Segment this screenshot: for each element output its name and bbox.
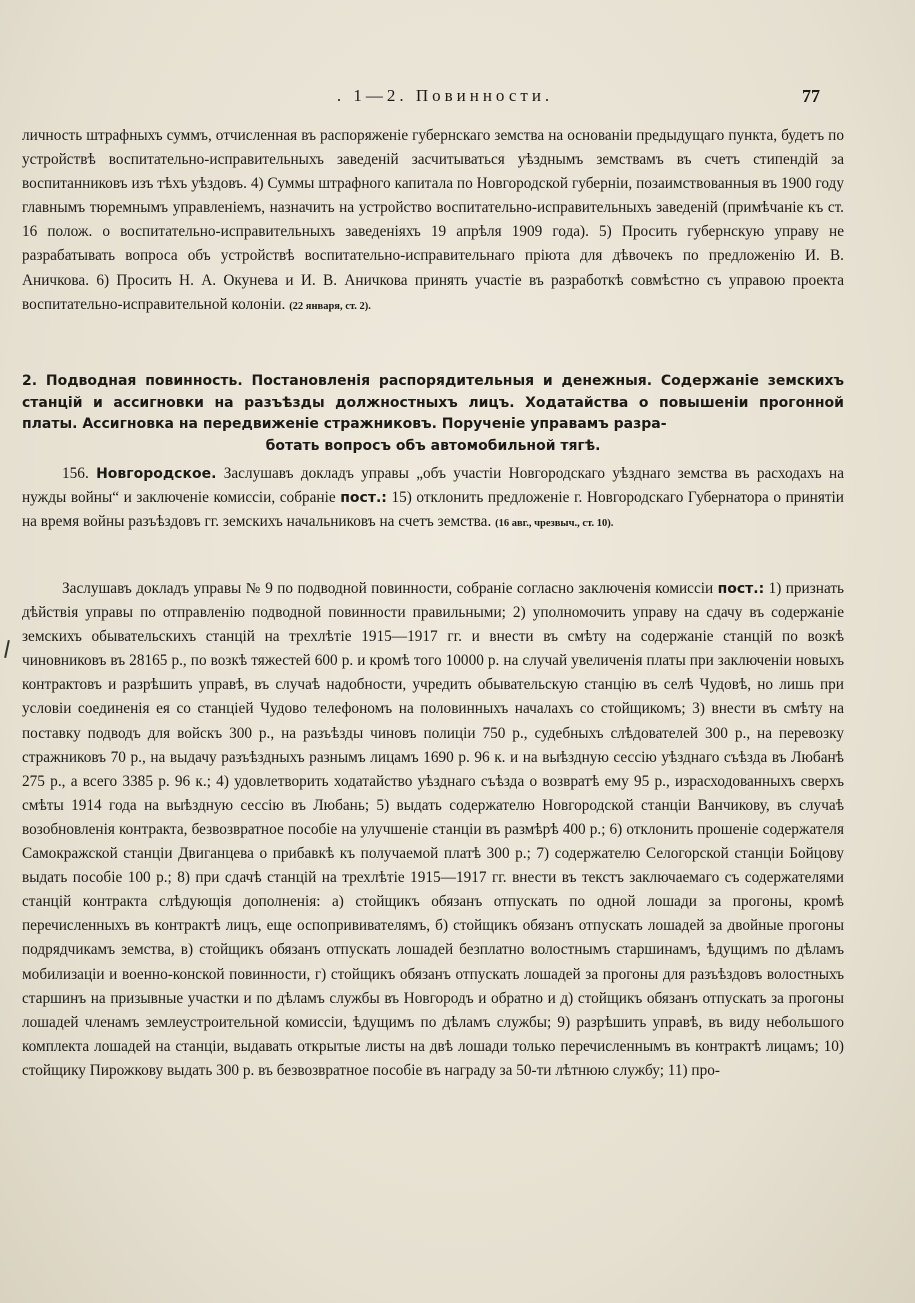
section-heading-last-line: ботать вопросъ объ автомобильной тягѣ. <box>265 437 601 454</box>
paragraph-continuation <box>22 124 844 319</box>
page-header <box>60 86 830 110</box>
session-reference: (22 января, ст. 2). <box>289 300 371 312</box>
paragraph-156 <box>22 462 844 536</box>
session-reference: (16 авг., чрезвыч., ст. 10). <box>495 518 614 530</box>
entry-number: 156. <box>62 465 89 482</box>
margin-pencil-mark <box>4 640 10 658</box>
paragraph-text-after: 15) отклонить предложеніе г. Новгородскаго Губернатора о принятіи на время войны разъѣздовъ гг. земскихъ начальниковъ на счетъ земства. <box>22 489 844 531</box>
paragraph-text: личность штрафныхъ суммъ, отчисленная въ распоряженіе губернскаго земства на основаніи предыдущаго пункта, будетъ по устройствѣ воспитательно-исправительныхъ заведеній засчитываться уѣзднымъ земствамъ въ счетъ стипендій за воспитанниковъ изъ тѣхъ уѣздовъ. 4) Суммы штрафного капитала по Новгородской губерніи, позаимствованныя въ 1900 году главнымъ тюремнымъ управленіемъ, назначить на устройство воспитательно-исправительныхъ заведеній (примѣчаніе къ ст. 16 полож. о воспитательно-исправительныхъ заведеніяхъ 19 апрѣля 1909 года). 5) Просить губернскую управу не разрабатывать вопроса объ устройствѣ воспитательно-исправительнаго пріюта для дѣвочекъ по предложенію И. В. Аничкова. 6) Просить Н. А. Окунева и И. В. Аничкова принять участіе въ разработкѣ совмѣстно съ управою проекта воспитательно-исправительной колоніи. <box>22 127 844 313</box>
resolution-marker: пост.: <box>340 490 387 507</box>
entry-place: Новгородское. <box>96 466 217 482</box>
running-title: . 1—2. Повинности. <box>336 86 554 105</box>
paragraph-text-before: Заслушавъ докладъ управы № 9 по подводной повинности, собраніе согласно заключенія комиссіи <box>62 580 714 597</box>
resolution-marker: пост.: <box>717 581 765 597</box>
paragraph-podvodnaya <box>22 577 844 1083</box>
paragraph-text-before: Заслушавъ докладъ управы „объ участіи Новгородскаго уѣзднаго земства въ расходахъ на нужды войны“ и заключеніе комиссіи, собраніе <box>22 465 844 507</box>
section-heading-main: 2. Подводная повинность. Постановленія распорядительныя и денежныя. Содержаніе земскихъ станцій и ассигновки на разъѣзды должностныхъ лицъ. Ходатайства о повышеніи прогонной платы. Ассигновка на передвиженіе стражниковъ. Порученіе управамъ разра- <box>22 373 844 432</box>
page-number: 77 <box>802 86 820 106</box>
paragraph-text-after: 1) признать дѣйствія управы по отправленію подводной повинности правильными; 2) уполномочить управу на сдачу въ содержаніе земскихъ обывательскихъ станцій на трехлѣтіе 1915—1917 гг. и внести въ смѣту на содержаніе станцій по возкѣ чиновниковъ въ 28165 р., по возкѣ тяжестей 600 р. и кромѣ того 10000 р. на случай увеличенія платы при заключеніи новыхъ контрактовъ и разрѣшить управѣ, въ случаѣ надобности, учредить обывательскую станцію въ селѣ Чудовѣ, но лишь при условіи соединенія ея со станціей Чудово телефономъ на половинныхъ началахъ со стойщикомъ; 3) внести въ смѣту на поставку подводъ для войскъ 300 р., на разъѣзды чиновъ полиціи 750 р., судебныхъ слѣдователей 300 р., на перевозку стражниковъ 70 р., на выдачу разъѣздныхъ разнымъ лицамъ 1690 р. 96 к. и на выѣздную сессію уѣзднаго съѣзда въ Любанѣ 275 р., а всего 3385 р. 96 к.; 4) удовлетворить ходатайство уѣзднаго съѣзда о возвратѣ ему 95 р., израсходованныхъ сверхъ смѣты 1914 года на выѣздную сессію въ Любань; 5) выдать содержателю Новгородской станціи Ванчикову, въ случаѣ возобновленія контракта, безвозвратное пособіе на улучшеніе станціи въ размѣрѣ 400 р.; 6) отклонить прошеніе содержателя Самокражской станціи Двиганцева о прибавкѣ къ получаемой платѣ 300 р.; 7) содержателю Селогорской станціи Бойцову выдать пособіе 100 р.; 8) при сдачѣ станцій на трехлѣтіе 1915—1917 гг. внести въ текстъ заключаемаго съ содержателями станцій контракта слѣдующія дополненія: а) стойщикъ обязанъ отпускать по одной лошади за прогоны, кромѣ перечисленныхъ въ контрактѣ лицъ, еще оспопрививателямъ, б) стойщикъ обязанъ отпускать лошадей за двойные прогоны подрядчикамъ земства, в) стойщикъ обязанъ отпускать лошадей безплатно волостнымъ старшинамъ, ѣдущимъ по дѣламъ мобилизаціи и военно-конской повинности, г) стойщикъ обязанъ отпускать лошадей за прогоны для разъѣздовъ волостныхъ старшинъ на призывные участки и по дѣламъ службы въ Новгородъ и обратно и д) стойщикъ обязанъ отпускать за прогоны лошадей членамъ землеустроительной комиссіи, ѣдущимъ по дѣламъ службы; 9) разрѣшить управѣ, въ виду небольшого комплекта лошадей на станціи, выдавать открытые листы на двѣ лошади только перечисленнымъ въ контрактѣ лицамъ; 10) стойщику Пирожкову выдать 300 р. въ безвозвратное пособіе въ награду за 50-ти лѣтнюю службу; 11) про- <box>22 580 844 1079</box>
section-heading <box>22 371 844 457</box>
